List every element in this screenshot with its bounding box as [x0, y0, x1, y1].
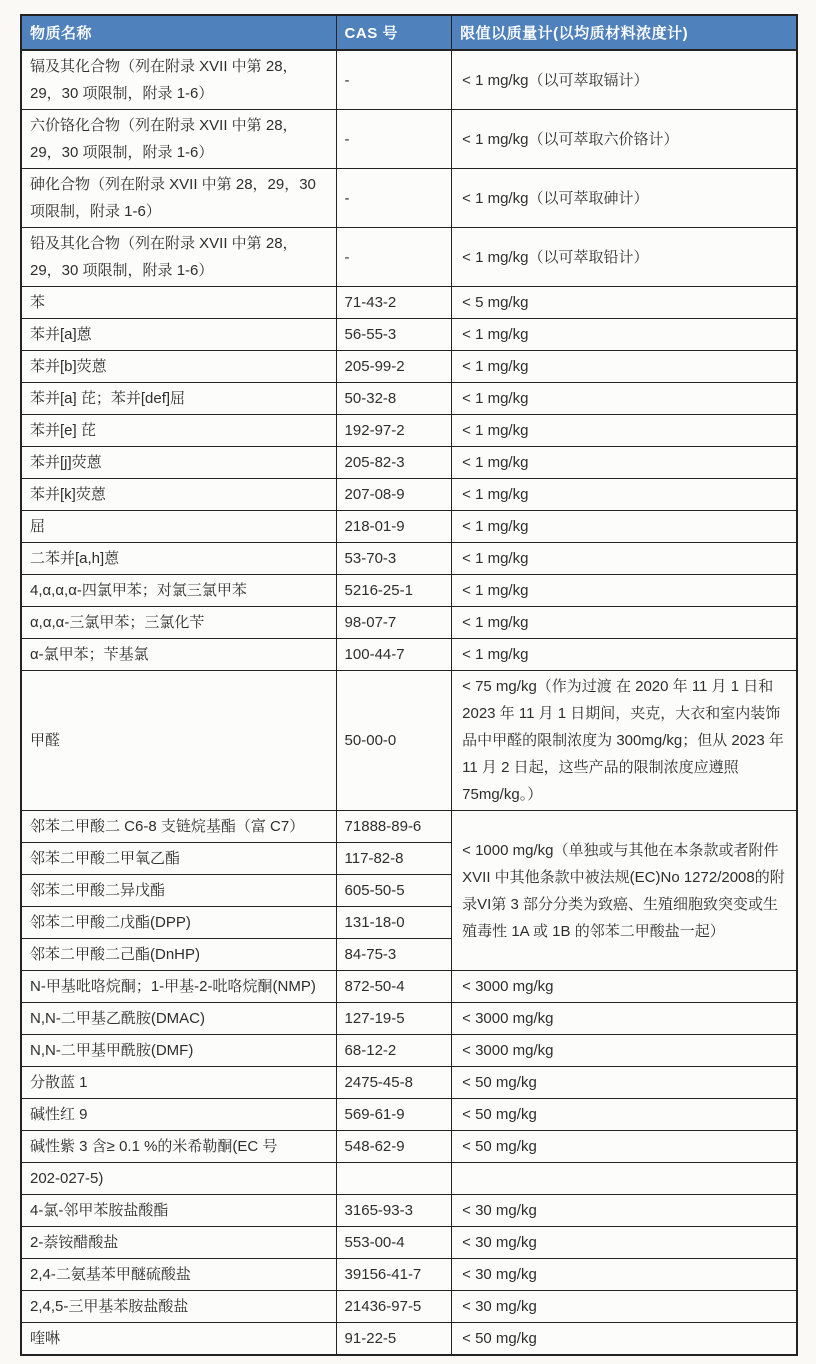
- limit-cell: < 50 mg/kg: [452, 1067, 797, 1099]
- cas-number-cell: 56-55-3: [336, 319, 452, 351]
- cas-number-cell: 569-61-9: [336, 1099, 452, 1131]
- table-row: [21, 811, 797, 843]
- cas-number-cell: 91-22-5: [336, 1323, 452, 1356]
- substance-name-cell: 苯并[k]荧蒽: [21, 479, 336, 511]
- substance-name-cell: 碱性紫 3 含≥ 0.1 %的米希勒酮(EC 号: [21, 1131, 336, 1163]
- substance-name-cell: 铅及其化合物（列在附录 XVII 中第 28，29，30 项限制，附录 1-6）: [21, 228, 336, 287]
- limit-cell: < 50 mg/kg: [452, 1099, 797, 1131]
- limit-cell: < 5 mg/kg: [452, 287, 797, 319]
- cas-number-cell: -: [336, 110, 452, 169]
- cas-number-cell: 2475-45-8: [336, 1067, 452, 1099]
- table-row: [21, 479, 797, 511]
- table-row: [21, 511, 797, 543]
- limit-cell: < 30 mg/kg: [452, 1291, 797, 1323]
- limit-cell: < 1 mg/kg（以可萃取铅计）: [452, 228, 797, 287]
- cas-number-cell: 50-32-8: [336, 383, 452, 415]
- substance-name-cell: 苯并[j]荧蒽: [21, 447, 336, 479]
- limit-cell: < 1000 mg/kg（单独或与其他在本条款或者附件XVII 中其他条款中被法规(EC)No 1272/2008的附录VI第 3 部分分类为致癌、生殖细胞致突变或生殖毒性 1A 或 1B 的邻苯二甲酸盐一起）: [452, 811, 797, 971]
- table-row: [21, 351, 797, 383]
- table-row: [21, 1035, 797, 1067]
- header-substance-name: 物质名称: [21, 15, 336, 50]
- substance-name-cell: 二苯并[a,h]蒽: [21, 543, 336, 575]
- limit-cell: < 1 mg/kg（以可萃取六价铬计）: [452, 110, 797, 169]
- cas-number-cell: 71888-89-6: [336, 811, 452, 843]
- cas-number-cell: 192-97-2: [336, 415, 452, 447]
- limit-cell: < 1 mg/kg: [452, 607, 797, 639]
- limit-cell: < 1 mg/kg（以可萃取砷计）: [452, 169, 797, 228]
- cas-number-cell: 207-08-9: [336, 479, 452, 511]
- table-row: [21, 447, 797, 479]
- table-row: [21, 1323, 797, 1356]
- cas-number-cell: 548-62-9: [336, 1131, 452, 1163]
- substance-name-cell: 苯并[a] 芘；苯并[def]屈: [21, 383, 336, 415]
- table-row: [21, 1291, 797, 1323]
- table-row: [21, 228, 797, 287]
- substance-name-cell: 2,4-二氨基苯甲醚硫酸盐: [21, 1259, 336, 1291]
- table-row: [21, 1067, 797, 1099]
- table-row: [21, 1003, 797, 1035]
- header-row: [21, 15, 797, 50]
- cas-number-cell: 205-99-2: [336, 351, 452, 383]
- header-cas-number: CAS 号: [336, 15, 452, 50]
- cas-number-cell: 5216-25-1: [336, 575, 452, 607]
- table-row: [21, 319, 797, 351]
- cas-number-cell: 131-18-0: [336, 907, 452, 939]
- cas-number-cell: 553-00-4: [336, 1227, 452, 1259]
- substance-name-cell: 邻苯二甲酸二异戊酯: [21, 875, 336, 907]
- table-row: [21, 1131, 797, 1163]
- cas-number-cell: 127-19-5: [336, 1003, 452, 1035]
- table-row: [21, 1259, 797, 1291]
- limit-cell: < 50 mg/kg: [452, 1323, 797, 1356]
- limit-cell: < 75 mg/kg（作为过渡 在 2020 年 11 月 1 日和 2023 年 11 月 1 日期间，夹克，大衣和室内装饰品中甲醛的限制浓度为 300mg/kg；但从 2023 年 11 月 2 日起，这些产品的限制浓度应遵照 75mg/kg。）: [452, 671, 797, 811]
- table-row: [21, 543, 797, 575]
- substance-name-cell: 4,α,α,α-四氯甲苯；对氯三氯甲苯: [21, 575, 336, 607]
- table-row: [21, 1227, 797, 1259]
- substance-name-cell: 甲醛: [21, 671, 336, 811]
- cas-number-cell: 53-70-3: [336, 543, 452, 575]
- substance-name-cell: α,α,α-三氯甲苯；三氯化苄: [21, 607, 336, 639]
- substance-name-cell: 苯: [21, 287, 336, 319]
- substance-name-cell: 六价铬化合物（列在附录 XVII 中第 28，29，30 项限制，附录 1-6）: [21, 110, 336, 169]
- limit-cell: [452, 1163, 797, 1195]
- limit-cell: < 3000 mg/kg: [452, 971, 797, 1003]
- table-row: [21, 50, 797, 110]
- table-row: [21, 1099, 797, 1131]
- table-row: [21, 607, 797, 639]
- substance-name-cell: 苯并[b]荧蒽: [21, 351, 336, 383]
- table-row: [21, 639, 797, 671]
- table-row: [21, 383, 797, 415]
- cas-number-cell: -: [336, 228, 452, 287]
- table-row: [21, 415, 797, 447]
- cas-number-cell: 84-75-3: [336, 939, 452, 971]
- substance-name-cell: 屈: [21, 511, 336, 543]
- limit-cell: < 1 mg/kg: [452, 383, 797, 415]
- substance-name-cell: 202-027-5): [21, 1163, 336, 1195]
- substance-name-cell: 邻苯二甲酸二甲氧乙酯: [21, 843, 336, 875]
- limit-cell: < 50 mg/kg: [452, 1131, 797, 1163]
- cas-number-cell: -: [336, 50, 452, 110]
- cas-number-cell: 205-82-3: [336, 447, 452, 479]
- cas-number-cell: [336, 1163, 452, 1195]
- substance-name-cell: N-甲基吡咯烷酮；1-甲基-2-吡咯烷酮(NMP): [21, 971, 336, 1003]
- limit-cell: < 1 mg/kg: [452, 543, 797, 575]
- cas-number-cell: 39156-41-7: [336, 1259, 452, 1291]
- cas-number-cell: 117-82-8: [336, 843, 452, 875]
- cas-number-cell: 3165-93-3: [336, 1195, 452, 1227]
- limit-cell: < 30 mg/kg: [452, 1227, 797, 1259]
- cas-number-cell: 98-07-7: [336, 607, 452, 639]
- cas-number-cell: 605-50-5: [336, 875, 452, 907]
- substances-table: [20, 14, 798, 1356]
- limit-cell: < 30 mg/kg: [452, 1195, 797, 1227]
- limit-cell: < 1 mg/kg: [452, 319, 797, 351]
- limit-cell: < 1 mg/kg: [452, 511, 797, 543]
- substance-name-cell: 碱性红 9: [21, 1099, 336, 1131]
- table-row: [21, 169, 797, 228]
- substance-name-cell: 4-氯-邻甲苯胺盐酸酯: [21, 1195, 336, 1227]
- limit-cell: < 1 mg/kg: [452, 447, 797, 479]
- limit-cell: < 1 mg/kg: [452, 351, 797, 383]
- limit-cell: < 30 mg/kg: [452, 1259, 797, 1291]
- table-body: [21, 50, 797, 1355]
- substance-name-cell: 喹啉: [21, 1323, 336, 1356]
- cas-number-cell: 71-43-2: [336, 287, 452, 319]
- substance-name-cell: 苯并[a]蒽: [21, 319, 336, 351]
- substance-name-cell: α-氯甲苯；苄基氯: [21, 639, 336, 671]
- table-row: [21, 287, 797, 319]
- limit-cell: < 3000 mg/kg: [452, 1035, 797, 1067]
- substance-name-cell: 邻苯二甲酸二戊酯(DPP): [21, 907, 336, 939]
- table-row: [21, 110, 797, 169]
- substance-name-cell: 2,4,5-三甲基苯胺盐酸盐: [21, 1291, 336, 1323]
- substance-name-cell: 邻苯二甲酸二己酯(DnHP): [21, 939, 336, 971]
- cas-number-cell: -: [336, 169, 452, 228]
- header-limit: 限值以质量计(以均质材料浓度计): [452, 15, 797, 50]
- cas-number-cell: 100-44-7: [336, 639, 452, 671]
- substance-name-cell: 2-萘铵醋酸盐: [21, 1227, 336, 1259]
- limit-cell: < 3000 mg/kg: [452, 1003, 797, 1035]
- table-row: [21, 1163, 797, 1195]
- limit-cell: < 1 mg/kg: [452, 479, 797, 511]
- cas-number-cell: 872-50-4: [336, 971, 452, 1003]
- substance-name-cell: N,N-二甲基乙酰胺(DMAC): [21, 1003, 336, 1035]
- cas-number-cell: 218-01-9: [336, 511, 452, 543]
- table-row: [21, 671, 797, 811]
- table-header: [21, 15, 797, 50]
- table-row: [21, 971, 797, 1003]
- limit-cell: < 1 mg/kg: [452, 639, 797, 671]
- limit-cell: < 1 mg/kg: [452, 575, 797, 607]
- substance-name-cell: 邻苯二甲酸二 C6-8 支链烷基酯（富 C7）: [21, 811, 336, 843]
- table-row: [21, 1195, 797, 1227]
- substance-name-cell: 分散蓝 1: [21, 1067, 336, 1099]
- substance-name-cell: N,N-二甲基甲酰胺(DMF): [21, 1035, 336, 1067]
- substance-name-cell: 镉及其化合物（列在附录 XVII 中第 28，29，30 项限制，附录 1-6）: [21, 50, 336, 110]
- substance-name-cell: 苯并[e] 芘: [21, 415, 336, 447]
- cas-number-cell: 21436-97-5: [336, 1291, 452, 1323]
- cas-number-cell: 50-00-0: [336, 671, 452, 811]
- limit-cell: < 1 mg/kg（以可萃取镉计）: [452, 50, 797, 110]
- table-row: [21, 575, 797, 607]
- limit-cell: < 1 mg/kg: [452, 415, 797, 447]
- cas-number-cell: 68-12-2: [336, 1035, 452, 1067]
- substance-name-cell: 砷化合物（列在附录 XVII 中第 28，29，30 项限制，附录 1-6）: [21, 169, 336, 228]
